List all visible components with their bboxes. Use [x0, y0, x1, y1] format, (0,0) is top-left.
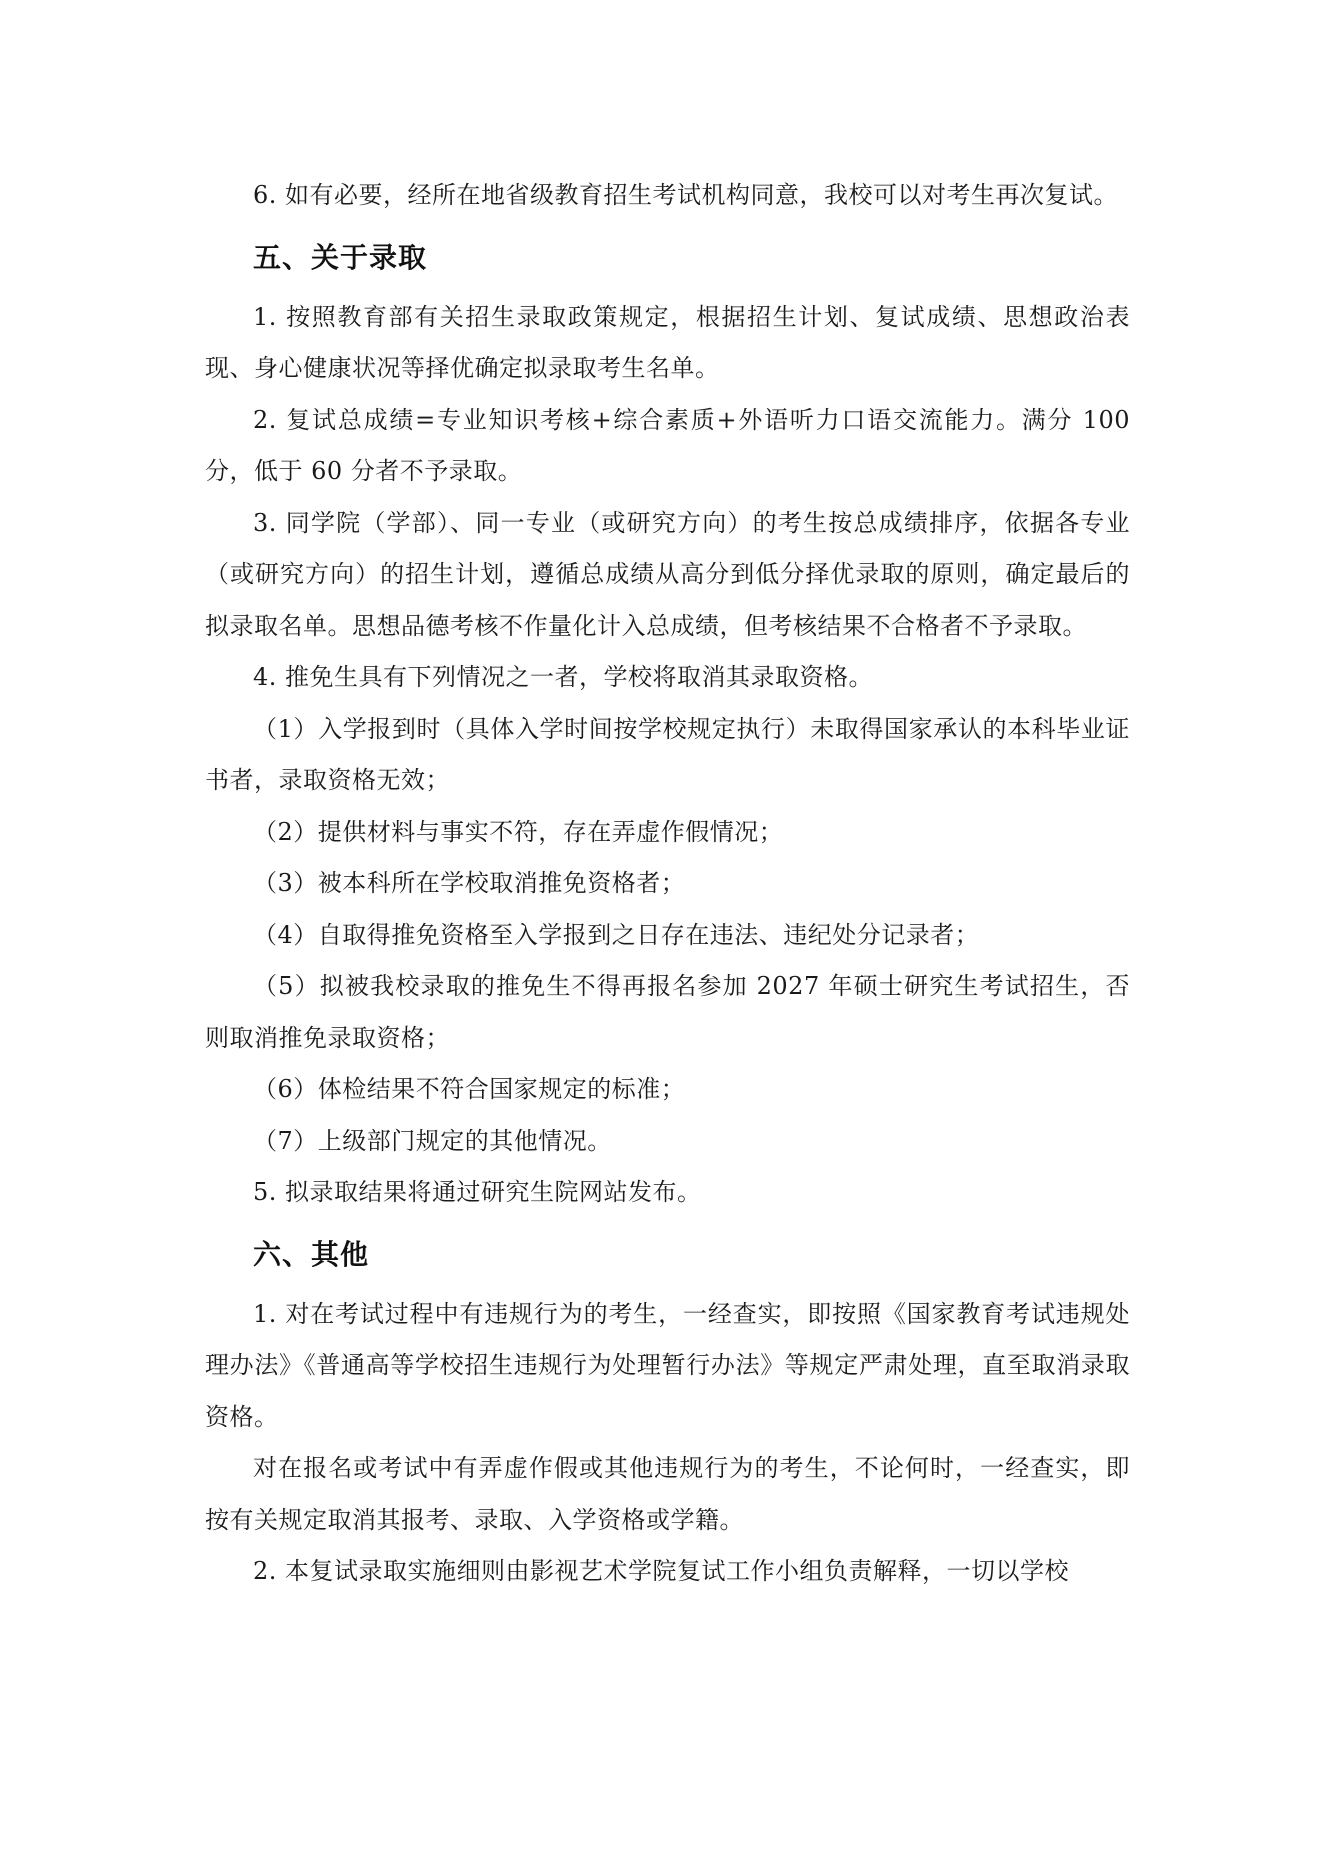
section-heading-other: 六、其他 [253, 1237, 370, 1271]
list-item-disqualify-3: （3）被本科所在学校取消推免资格者； [253, 869, 686, 897]
list-item-disqualify-1: （1）入学报到时（具体入学时间按学校规定执行）未取得国家承认的本科毕业证书者，录取资格无效； [205, 714, 1130, 794]
section-heading-admission: 五、关于录取 [253, 240, 428, 274]
paragraph-retest-clause: 6. 如有必要，经所在地省级教育招生考试机构同意，我校可以对考生再次复试。 [253, 181, 1119, 209]
list-item-disqualify-2: （2）提供材料与事实不符，存在弄虚作假情况； [253, 817, 784, 846]
paragraph-admission-1: 1. 按照教育部有关招生录取政策规定，根据招生计划、复试成绩、思想政治表现、身心健康状况等择优确定拟录取考生名单。 [205, 302, 1130, 382]
paragraph-admission-2: 2. 复试总成绩=专业知识考核+综合素质+外语听力口语交流能力。满分 100 分，低于 60 分者不予录取。 [205, 405, 1130, 485]
list-item-disqualify-5: （5）拟被我校录取的推免生不得再报名参加 2027 年硕士研究生考试招生，否则取消推免录取资格； [205, 972, 1130, 1052]
paragraph-admission-5: 5. 拟录取结果将通过研究生院网站发布。 [253, 1178, 702, 1206]
paragraph-other-1: 1. 对在考试过程中有违规行为的考生，一经查实，即按照《国家教育考试违规处理办法》《普通高等学校招生违规行为处理暂行办法》等规定严肃处理，直至取消录取资格。 [205, 1299, 1130, 1431]
list-item-disqualify-7: （7）上级部门规定的其他情况。 [253, 1126, 612, 1155]
document-body [205, 170, 1130, 1598]
list-item-disqualify-6: （6）体检结果不符合国家规定的标准； [253, 1075, 686, 1103]
paragraph-admission-3: 3. 同学院（学部）、同一专业（或研究方向）的考生按总成绩排序，依据各专业（或研究方向）的招生计划，遵循总成绩从高分到低分择优录取的原则，确定最后的拟录取名单。思想品德考核不作量化计入总成绩，但考核结果不合格者不予录取。 [205, 508, 1130, 640]
paragraph-other-1b: 对在报名或考试中有弄虚作假或其他违规行为的考生，不论何时，一经查实，即按有关规定取消其报考、录取、入学资格或学籍。 [205, 1454, 1130, 1534]
paragraph-admission-4: 4. 推免生具有下列情况之一者，学校将取消其录取资格。 [253, 663, 874, 691]
list-item-disqualify-4: （4）自取得推免资格至入学报到之日存在违法、违纪处分记录者； [253, 920, 980, 949]
paragraph-other-2: 2. 本复试录取实施细则由影视艺术学院复试工作小组负责解释，一切以学校 [253, 1557, 1070, 1585]
